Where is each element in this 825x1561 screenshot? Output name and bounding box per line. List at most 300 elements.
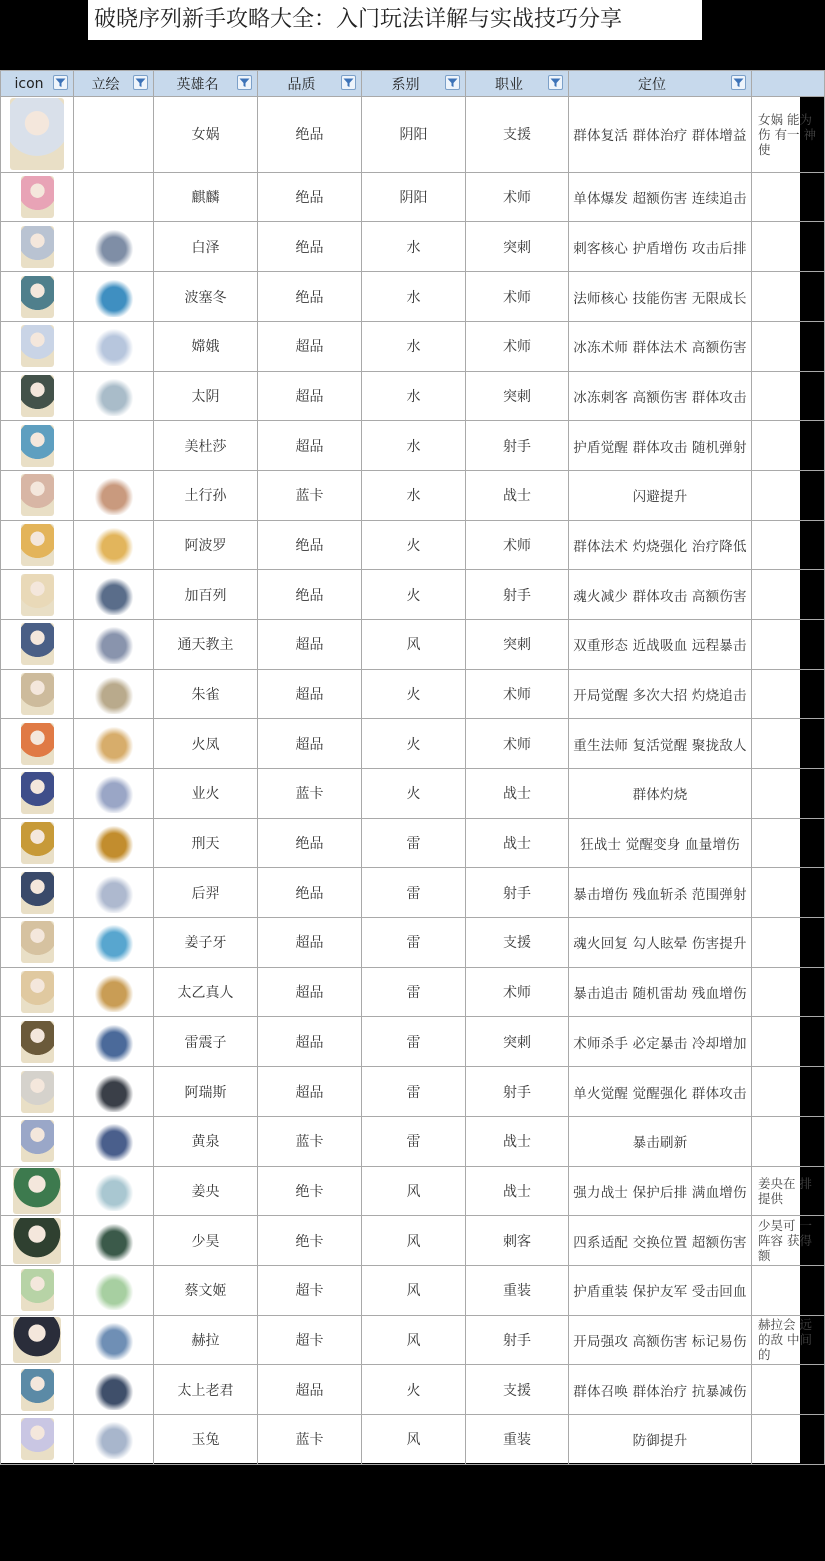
hero-role: 射手 (466, 421, 569, 471)
hero-notes (752, 570, 825, 620)
hero-role: 突刺 (466, 619, 569, 669)
hero-element: 水 (362, 272, 466, 322)
hero-role: 术师 (466, 967, 569, 1017)
hero-position: 暴击追击 随机雷劫 残血增伤 (569, 967, 752, 1017)
hero-art-cell (74, 1265, 154, 1315)
hero-portrait-icon (21, 971, 54, 1013)
hero-art-image (92, 1419, 136, 1459)
hero-notes (752, 520, 825, 570)
filter-icon[interactable] (731, 75, 746, 90)
hero-art-image (92, 1221, 136, 1261)
hero-position: 开局强攻 高额伤害 标记易伤 (569, 1315, 752, 1365)
hero-portrait-icon (21, 1120, 54, 1162)
table-row (1, 719, 825, 769)
header-position (569, 71, 752, 97)
hero-name: 火凤 (154, 719, 258, 769)
hero-quality: 绝品 (258, 172, 362, 222)
hero-name: 玉兔 (154, 1414, 258, 1464)
hero-role: 战士 (466, 769, 569, 819)
table-row (1, 818, 825, 868)
hero-role: 术师 (466, 321, 569, 371)
hero-element: 火 (362, 520, 466, 570)
hero-notes (752, 1265, 825, 1315)
header-label: 职业 (495, 76, 523, 93)
hero-portrait-icon (21, 623, 54, 665)
hero-element: 雷 (362, 868, 466, 918)
hero-name: 黄泉 (154, 1116, 258, 1166)
hero-element: 阴阳 (362, 97, 466, 173)
filter-icon[interactable] (53, 75, 68, 90)
table-row (1, 470, 825, 520)
hero-notes (752, 868, 825, 918)
hero-art-cell (74, 321, 154, 371)
hero-name: 美杜莎 (154, 421, 258, 471)
hero-art-cell (74, 967, 154, 1017)
hero-icon-cell (1, 719, 74, 769)
hero-role: 突刺 (466, 1017, 569, 1067)
hero-icon-cell (1, 868, 74, 918)
hero-role: 突刺 (466, 371, 569, 421)
hero-quality: 超品 (258, 719, 362, 769)
hero-quality: 超品 (258, 967, 362, 1017)
hero-notes (752, 1116, 825, 1166)
hero-portrait-icon (21, 1418, 54, 1460)
hero-icon-cell (1, 321, 74, 371)
hero-element: 水 (362, 222, 466, 272)
hero-name: 姜子牙 (154, 918, 258, 968)
hero-icon-cell (1, 1067, 74, 1117)
hero-element: 风 (362, 1216, 466, 1266)
hero-notes: 女娲 能为伤 有一 神使 (752, 97, 825, 173)
hero-role: 战士 (466, 1116, 569, 1166)
hero-role: 重装 (466, 1265, 569, 1315)
hero-quality: 蓝卡 (258, 1414, 362, 1464)
table-row (1, 97, 825, 173)
hero-quality: 超品 (258, 1017, 362, 1067)
hero-notes (752, 1365, 825, 1415)
hero-position: 防御提升 (569, 1414, 752, 1464)
hero-art-cell (74, 1414, 154, 1464)
hero-art-image (92, 624, 136, 664)
hero-name: 赫拉 (154, 1315, 258, 1365)
table-row (1, 1365, 825, 1415)
hero-position: 群体召唤 群体治疗 抗暴减伤 (569, 1365, 752, 1415)
hero-position: 术师杀手 必定暴击 冷却增加 (569, 1017, 752, 1067)
hero-position: 魂火减少 群体攻击 高额伤害 (569, 570, 752, 620)
hero-role: 支援 (466, 918, 569, 968)
hero-art-image (92, 972, 136, 1012)
table-row (1, 520, 825, 570)
hero-role: 术师 (466, 272, 569, 322)
hero-art-image (92, 773, 136, 813)
hero-name: 朱雀 (154, 669, 258, 719)
hero-element: 风 (362, 1265, 466, 1315)
hero-portrait-icon (21, 176, 54, 218)
hero-position: 四系适配 交换位置 超额伤害 (569, 1216, 752, 1266)
hero-icon-cell (1, 97, 74, 173)
hero-element: 雷 (362, 1116, 466, 1166)
hero-art-image (92, 1270, 136, 1310)
hero-position: 开局觉醒 多次大招 灼烧追击 (569, 669, 752, 719)
hero-position: 群体法术 灼烧强化 治疗降低 (569, 520, 752, 570)
hero-role: 射手 (466, 868, 569, 918)
hero-icon-cell (1, 1265, 74, 1315)
hero-element: 雷 (362, 818, 466, 868)
hero-name: 太上老君 (154, 1365, 258, 1415)
hero-icon-cell (1, 1166, 74, 1216)
hero-quality: 蓝卡 (258, 470, 362, 520)
table-row (1, 371, 825, 421)
hero-position: 强力战士 保护后排 满血增伤 (569, 1166, 752, 1216)
hero-notes (752, 967, 825, 1017)
hero-art-image (92, 227, 136, 267)
hero-role: 支援 (466, 97, 569, 173)
hero-notes (752, 769, 825, 819)
hero-role: 术师 (466, 520, 569, 570)
header-label: 系别 (391, 76, 420, 93)
hero-icon-cell (1, 1315, 74, 1365)
hero-art-cell (74, 272, 154, 322)
hero-name: 加百列 (154, 570, 258, 620)
hero-element: 火 (362, 1365, 466, 1415)
hero-portrait-icon (21, 1071, 54, 1113)
hero-portrait-icon (21, 325, 54, 367)
hero-icon-cell (1, 619, 74, 669)
hero-role: 重装 (466, 1414, 569, 1464)
hero-art-cell (74, 619, 154, 669)
hero-art-cell (74, 1166, 154, 1216)
hero-quality: 绝品 (258, 868, 362, 918)
hero-name: 白泽 (154, 222, 258, 272)
hero-portrait-icon (21, 921, 54, 963)
hero-element: 水 (362, 371, 466, 421)
table-row (1, 172, 825, 222)
header-art (74, 71, 154, 97)
table-row (1, 669, 825, 719)
hero-portrait-icon (21, 524, 54, 566)
hero-quality: 绝卡 (258, 1216, 362, 1266)
hero-art-cell (74, 918, 154, 968)
hero-art-cell (74, 172, 154, 222)
hero-role: 术师 (466, 172, 569, 222)
hero-name: 麒麟 (154, 172, 258, 222)
hero-art-image (92, 525, 136, 565)
hero-position: 魂火回复 勾人眩晕 伤害提升 (569, 918, 752, 968)
hero-icon-cell (1, 1017, 74, 1067)
hero-icon-cell (1, 967, 74, 1017)
hero-position: 刺客核心 护盾增伤 攻击后排 (569, 222, 752, 272)
hero-element: 火 (362, 719, 466, 769)
hero-name: 嫦娥 (154, 321, 258, 371)
table-body (1, 97, 825, 1465)
hero-portrait-icon (21, 474, 54, 516)
hero-art-image (92, 1320, 136, 1360)
filter-icon[interactable] (341, 75, 356, 90)
hero-name: 波塞冬 (154, 272, 258, 322)
hero-name: 土行孙 (154, 470, 258, 520)
header-hero-name (154, 71, 258, 97)
hero-element: 风 (362, 1414, 466, 1464)
hero-art-cell (74, 1116, 154, 1166)
hero-notes (752, 1067, 825, 1117)
hero-quality: 超卡 (258, 1315, 362, 1365)
hero-art-image (92, 724, 136, 764)
hero-quality: 蓝卡 (258, 1116, 362, 1166)
hero-notes (752, 1017, 825, 1067)
hero-portrait-icon (21, 673, 54, 715)
hero-quality: 超品 (258, 321, 362, 371)
hero-art-image (92, 1022, 136, 1062)
hero-art-cell (74, 97, 154, 173)
header-label: 定位 (638, 76, 666, 93)
table-row (1, 222, 825, 272)
hero-art-image (92, 575, 136, 615)
hero-art-image (92, 376, 136, 416)
hero-notes (752, 222, 825, 272)
hero-role: 战士 (466, 1166, 569, 1216)
hero-quality: 绝品 (258, 818, 362, 868)
hero-element: 水 (362, 470, 466, 520)
hero-name: 刑天 (154, 818, 258, 868)
table-row (1, 1265, 825, 1315)
hero-name: 后羿 (154, 868, 258, 918)
hero-portrait-icon (21, 772, 54, 814)
hero-quality: 绝品 (258, 570, 362, 620)
hero-art-image (92, 1370, 136, 1410)
hero-role: 射手 (466, 570, 569, 620)
header-icon (1, 71, 74, 97)
hero-icon-cell (1, 222, 74, 272)
hero-art-cell (74, 222, 154, 272)
hero-portrait-icon (10, 98, 64, 170)
header-extra (752, 71, 825, 97)
hero-art-cell (74, 1017, 154, 1067)
hero-art-image (92, 277, 136, 317)
filter-icon[interactable] (133, 75, 148, 90)
hero-element: 雷 (362, 1017, 466, 1067)
hero-art-cell (74, 1315, 154, 1365)
hero-notes (752, 371, 825, 421)
hero-portrait-icon (21, 723, 54, 765)
hero-quality: 绝卡 (258, 1166, 362, 1216)
hero-portrait-icon (21, 872, 54, 914)
table-row (1, 1315, 825, 1365)
hero-element: 火 (362, 570, 466, 620)
hero-position: 狂战士 觉醒变身 血量增伤 (569, 818, 752, 868)
hero-quality: 超品 (258, 371, 362, 421)
hero-element: 雷 (362, 1067, 466, 1117)
hero-name: 蔡文姬 (154, 1265, 258, 1315)
hero-element: 风 (362, 619, 466, 669)
hero-notes (752, 272, 825, 322)
hero-name: 雷震子 (154, 1017, 258, 1067)
hero-art-cell (74, 371, 154, 421)
table-row (1, 1017, 825, 1067)
hero-art-cell (74, 1067, 154, 1117)
hero-portrait-icon (21, 1021, 54, 1063)
hero-role: 战士 (466, 818, 569, 868)
hero-portrait-icon (13, 1218, 61, 1264)
table-row (1, 421, 825, 471)
hero-portrait-icon (21, 822, 54, 864)
hero-icon-cell (1, 371, 74, 421)
filter-icon[interactable] (445, 75, 460, 90)
table-row (1, 1116, 825, 1166)
hero-quality: 绝品 (258, 97, 362, 173)
hero-icon-cell (1, 818, 74, 868)
hero-notes (752, 470, 825, 520)
hero-notes (752, 669, 825, 719)
hero-position: 暴击刷新 (569, 1116, 752, 1166)
hero-notes (752, 421, 825, 471)
hero-element: 风 (362, 1166, 466, 1216)
hero-notes: 少昊可 一阵容 获得额 (752, 1216, 825, 1266)
hero-icon-cell (1, 272, 74, 322)
hero-art-cell (74, 1216, 154, 1266)
hero-role: 支援 (466, 1365, 569, 1415)
hero-position: 护盾觉醒 群体攻击 随机弹射 (569, 421, 752, 471)
hero-icon-cell (1, 570, 74, 620)
hero-quality: 绝品 (258, 272, 362, 322)
hero-position: 冰冻术师 群体法术 高额伤害 (569, 321, 752, 371)
hero-portrait-icon (21, 375, 54, 417)
table-row (1, 619, 825, 669)
hero-notes (752, 918, 825, 968)
hero-art-image (92, 1171, 136, 1211)
hero-role: 术师 (466, 669, 569, 719)
hero-icon-cell (1, 470, 74, 520)
hero-icon-cell (1, 421, 74, 471)
hero-quality: 超品 (258, 421, 362, 471)
hero-element: 雷 (362, 918, 466, 968)
hero-art-cell (74, 520, 154, 570)
hero-name: 姜央 (154, 1166, 258, 1216)
hero-quality: 超品 (258, 619, 362, 669)
header-label: 立绘 (91, 76, 120, 93)
hero-art-cell (74, 570, 154, 620)
hero-quality: 超卡 (258, 1265, 362, 1315)
table-row (1, 1414, 825, 1464)
hero-quality: 超品 (258, 1365, 362, 1415)
hero-quality: 超品 (258, 918, 362, 968)
hero-portrait-icon (21, 276, 54, 318)
hero-quality: 超品 (258, 669, 362, 719)
hero-position: 法师核心 技能伤害 无限成长 (569, 272, 752, 322)
hero-portrait-icon (13, 1317, 61, 1363)
hero-icon-cell (1, 669, 74, 719)
spreadsheet (0, 70, 816, 1463)
hero-position: 群体灼烧 (569, 769, 752, 819)
hero-art-cell (74, 769, 154, 819)
hero-position: 单火觉醒 觉醒强化 群体攻击 (569, 1067, 752, 1117)
hero-quality: 超品 (258, 1067, 362, 1117)
hero-position: 暴击增伤 残血斩杀 范围弹射 (569, 868, 752, 918)
hero-position: 单体爆发 超额伤害 连续追击 (569, 172, 752, 222)
hero-role: 刺客 (466, 1216, 569, 1266)
hero-art-image (92, 823, 136, 863)
hero-portrait-icon (21, 425, 54, 467)
hero-notes (752, 619, 825, 669)
header-label: icon (14, 75, 44, 92)
hero-notes (752, 719, 825, 769)
hero-icon-cell (1, 1116, 74, 1166)
hero-art-cell (74, 421, 154, 471)
hero-art-image (92, 475, 136, 515)
hero-quality: 绝品 (258, 222, 362, 272)
hero-portrait-icon (21, 574, 54, 616)
hero-role: 突刺 (466, 222, 569, 272)
hero-icon-cell (1, 1414, 74, 1464)
table-row (1, 769, 825, 819)
hero-role: 射手 (466, 1315, 569, 1365)
hero-role: 术师 (466, 719, 569, 769)
table-row (1, 918, 825, 968)
hero-position: 双重形态 近战吸血 远程暴击 (569, 619, 752, 669)
hero-element: 水 (362, 421, 466, 471)
hero-notes: 姜央在 排提供 (752, 1166, 825, 1216)
hero-position: 护盾重装 保护友军 受击回血 (569, 1265, 752, 1315)
hero-portrait-icon (21, 1369, 54, 1411)
hero-notes (752, 1414, 825, 1464)
hero-element: 阴阳 (362, 172, 466, 222)
table-row (1, 1166, 825, 1216)
hero-notes (752, 172, 825, 222)
hero-art-cell (74, 818, 154, 868)
hero-icon-cell (1, 769, 74, 819)
hero-role: 战士 (466, 470, 569, 520)
hero-position: 群体复活 群体治疗 群体增益 (569, 97, 752, 173)
hero-art-cell (74, 470, 154, 520)
hero-element: 风 (362, 1315, 466, 1365)
hero-position: 闪避提升 (569, 470, 752, 520)
hero-role: 射手 (466, 1067, 569, 1117)
header-role (466, 71, 569, 97)
header-label: 品质 (287, 76, 316, 93)
hero-art-cell (74, 669, 154, 719)
table-row (1, 967, 825, 1017)
hero-quality: 蓝卡 (258, 769, 362, 819)
filter-icon[interactable] (237, 75, 252, 90)
table-row (1, 1216, 825, 1266)
hero-element: 火 (362, 769, 466, 819)
table-row (1, 570, 825, 620)
hero-icon-cell (1, 172, 74, 222)
filter-icon[interactable] (548, 75, 563, 90)
hero-notes (752, 321, 825, 371)
header-element (362, 71, 466, 97)
hero-art-image (92, 922, 136, 962)
hero-name: 通天教主 (154, 619, 258, 669)
hero-art-cell (74, 1365, 154, 1415)
hero-art-image (92, 1121, 136, 1161)
hero-icon-cell (1, 1365, 74, 1415)
hero-position: 冰冻刺客 高额伤害 群体攻击 (569, 371, 752, 421)
hero-icon-cell (1, 918, 74, 968)
table-row (1, 272, 825, 322)
hero-portrait-icon (21, 226, 54, 268)
header-quality (258, 71, 362, 97)
hero-name: 太乙真人 (154, 967, 258, 1017)
hero-art-cell (74, 868, 154, 918)
hero-notes: 赫拉会 远的敌 中间的 (752, 1315, 825, 1365)
hero-name: 太阴 (154, 371, 258, 421)
hero-name: 业火 (154, 769, 258, 819)
table-row (1, 1067, 825, 1117)
hero-quality: 绝品 (258, 520, 362, 570)
hero-art-image (92, 674, 136, 714)
hero-name: 阿瑞斯 (154, 1067, 258, 1117)
table-row (1, 321, 825, 371)
